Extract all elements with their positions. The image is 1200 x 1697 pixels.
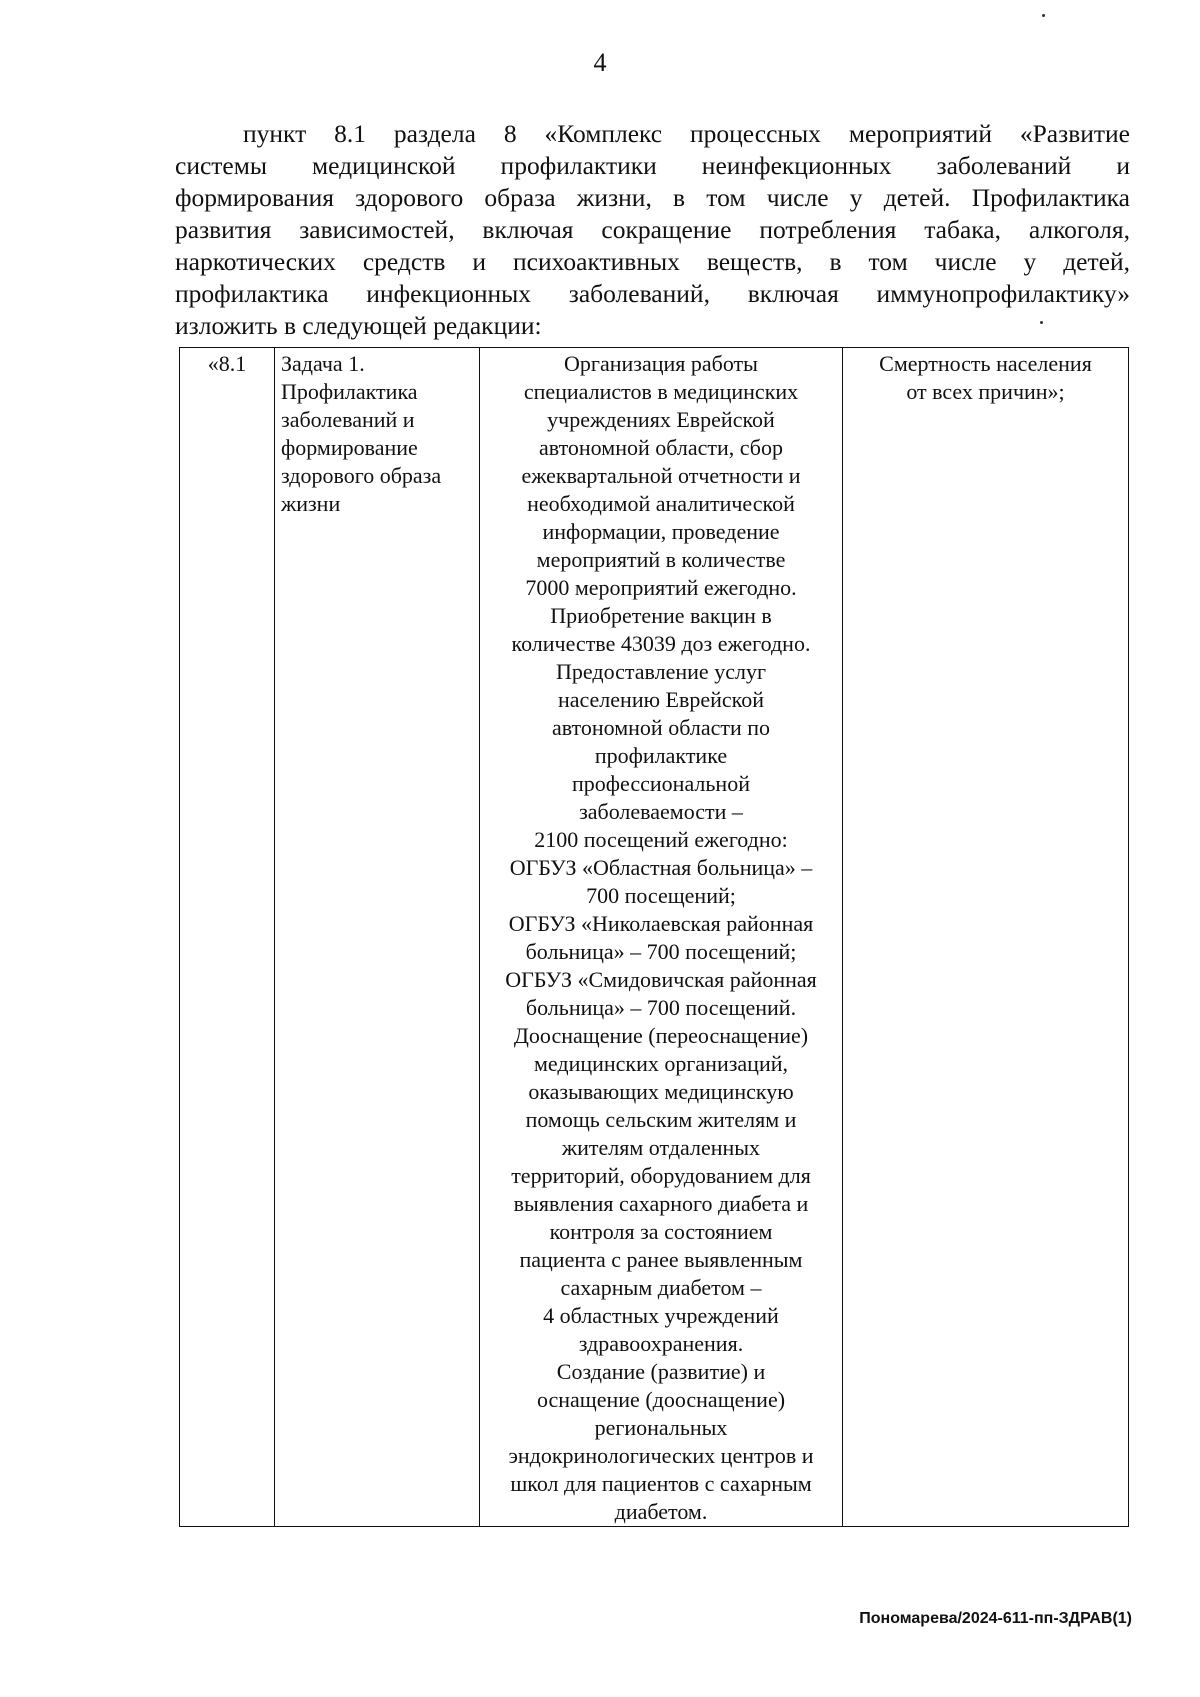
activity-line: ОГБУЗ «Николаевская районная — [508, 911, 814, 936]
indicator-cell — [843, 348, 1129, 1527]
indicator-line: Смертность населения — [879, 351, 1092, 376]
activity-line: профессиональной — [572, 771, 750, 796]
activity-line: сахарным диабетом – — [560, 1275, 762, 1300]
task-line: здорового образа — [281, 463, 442, 488]
activity-line: здравоохранения. — [578, 1331, 744, 1356]
intro-line: системы медицинской профилактики неинфекционных заболеваний и — [175, 151, 1130, 180]
activity-line: ОГБУЗ «Смидовичская районная — [505, 967, 817, 992]
task-line: Задача 1. — [281, 351, 365, 376]
activity-line: учреждениях Еврейской — [547, 407, 775, 432]
activity-line: территорий, оборудованием для — [511, 1163, 811, 1188]
activity-line: ежеквартальной отчетности и — [521, 463, 801, 488]
activity-line: Создание (развитие) и — [556, 1359, 766, 1384]
activity-line: мероприятий в количестве — [536, 547, 786, 572]
intro-line: пункт 8.1 раздела 8 «Комплекс процессных мероприятий «Развитие — [243, 119, 1130, 148]
table-row — [180, 348, 1129, 1527]
indicator-line: от всех причин»; — [906, 379, 1065, 404]
intro-line: наркотических средств и психоактивных веществ, в том числе у детей, — [175, 247, 1130, 276]
activity-description-cell — [480, 348, 843, 1527]
activity-line: 4 областных учреждений — [543, 1303, 779, 1328]
task-line: жизни — [281, 491, 341, 516]
activity-line: заболеваемости – — [579, 799, 743, 824]
intro-line: изложить в следующей редакции: — [175, 311, 542, 340]
item-number-cell: «8.1 — [180, 348, 275, 1527]
task-line: заболеваний и — [281, 407, 415, 432]
activity-line: школ для пациентов с сахарным — [510, 1471, 812, 1496]
activities-table — [179, 347, 1129, 1527]
activity-line: информации, проведение — [542, 519, 780, 544]
activity-line: контроля за состоянием — [549, 1219, 773, 1244]
activity-line: Дооснащение (переоснащение) — [513, 1023, 809, 1048]
activity-line: 700 посещений; — [586, 883, 736, 908]
activity-line: региональных — [594, 1415, 728, 1440]
task-line: Профилактика — [281, 379, 418, 404]
task-line: формирование — [281, 435, 418, 460]
intro-line: профилактика инфекционных заболеваний, включая иммунопрофилактику» — [175, 279, 1130, 308]
intro-paragraph — [175, 118, 1130, 342]
activity-line: Организация работы — [564, 351, 758, 376]
activity-line: Приобретение вакцин в — [550, 603, 772, 628]
activity-line: оснащение (дооснащение) — [536, 1387, 786, 1412]
activity-line: диабетом. — [614, 1499, 708, 1524]
scan-speck — [1042, 14, 1045, 17]
activity-line: эндокринологических центров и — [508, 1443, 814, 1468]
document-footer-code: Пономарева/2024-611-пп-ЗДРАВ(1) — [859, 1610, 1132, 1627]
activity-line: помощь сельским жителям и — [525, 1107, 797, 1132]
activity-line: специалистов в медицинских — [523, 379, 799, 404]
activity-line: ОГБУЗ «Областная больница» – — [509, 855, 813, 880]
scan-speck — [1040, 321, 1043, 324]
activity-line: пациента с ранее выявленным — [519, 1247, 803, 1272]
activity-line: жителям отдаленных — [561, 1135, 761, 1160]
activity-line: автономной области, сбор — [538, 435, 784, 460]
activity-line: больница» – 700 посещений. — [525, 995, 797, 1020]
intro-line: развития зависимостей, включая сокращение потребления табака, алкоголя, — [175, 215, 1130, 244]
activity-line: выявления сахарного диабета и — [513, 1191, 809, 1216]
activity-line: 2100 посещений ежегодно: — [534, 827, 788, 852]
activity-line: населению Еврейской — [557, 687, 765, 712]
page-number: 4 — [593, 48, 607, 77]
activity-line: оказывающих медицинскую — [528, 1079, 794, 1104]
activity-line: профилактике — [594, 743, 728, 768]
activity-line: 7000 мероприятий ежегодно. — [525, 575, 797, 600]
intro-line: формирования здорового образа жизни, в том числе у детей. Профилактика — [175, 183, 1130, 212]
activity-line: автономной области по — [551, 715, 771, 740]
activity-line: необходимой аналитической — [527, 491, 795, 516]
activity-line: Предоставление услуг — [556, 659, 766, 684]
activity-line: количестве 43039 доз ежегодно. — [511, 631, 811, 656]
activity-line: больница» – 700 посещений; — [525, 939, 797, 964]
task-cell — [275, 348, 480, 1527]
activity-line: медицинских организаций, — [533, 1051, 789, 1076]
